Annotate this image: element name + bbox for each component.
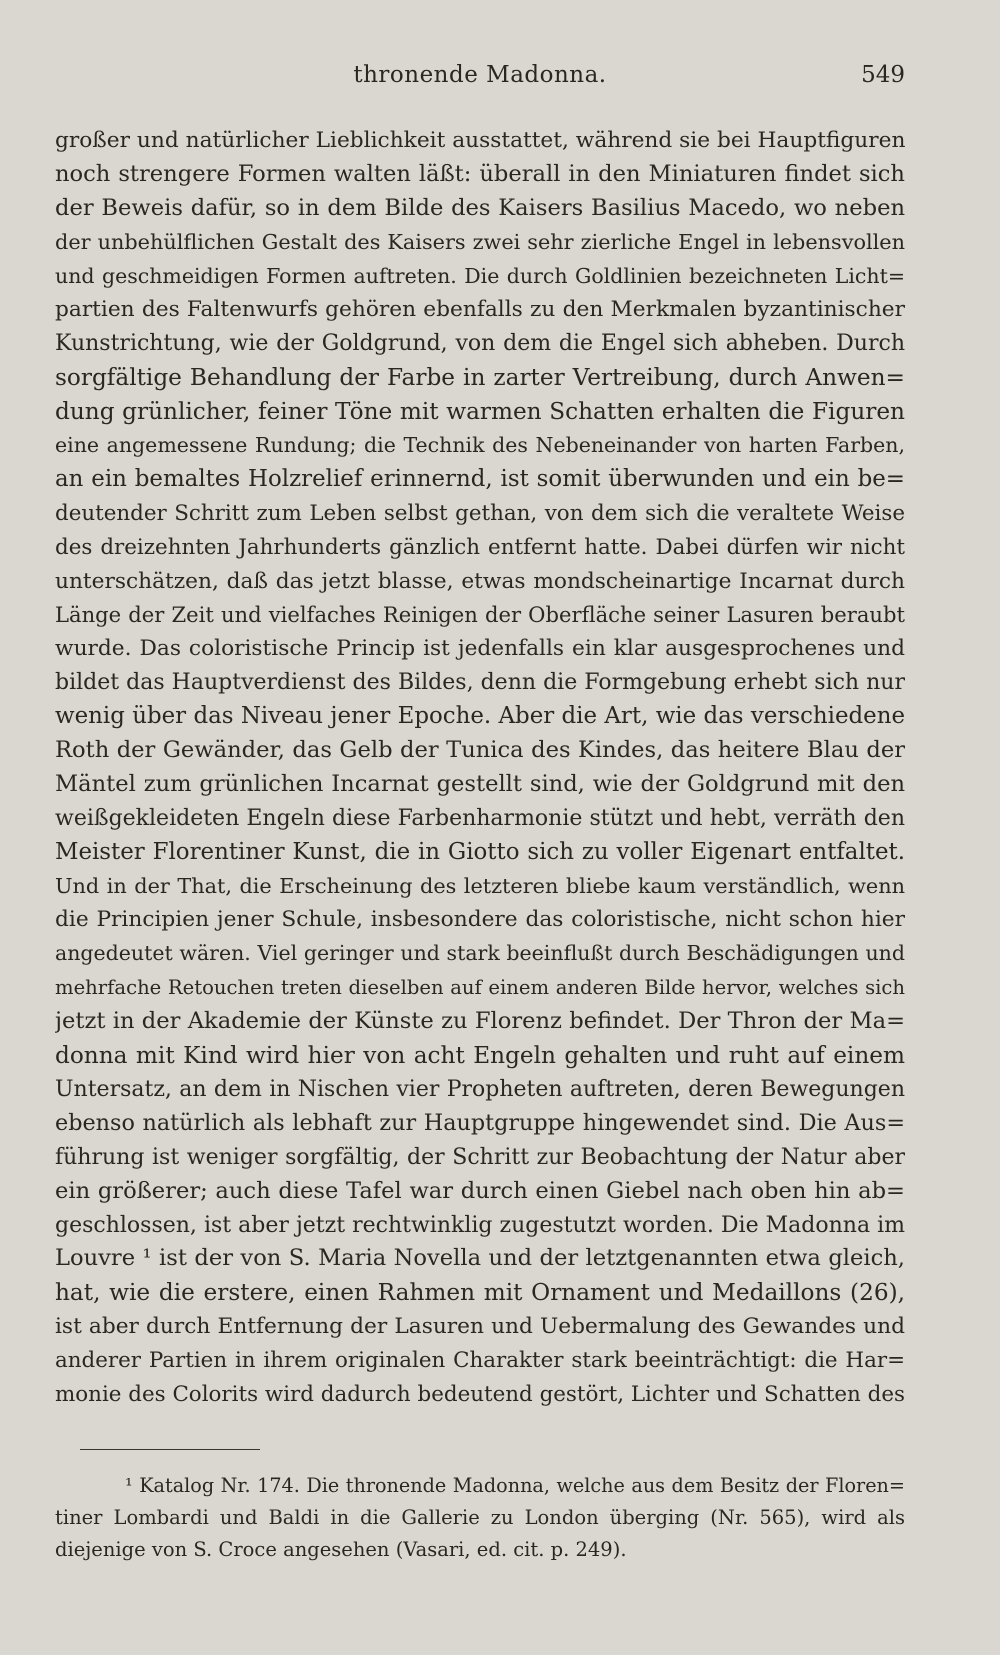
text-line: führung ist weniger sorgfältig, der Schritt zur Beobachtung der Natur aber: [55, 1144, 905, 1170]
body-text: [55, 124, 905, 1412]
text-line: geschlossen, ist aber jetzt rechtwinklig zugestutzt worden. Die Madonna im: [55, 1212, 905, 1238]
text-line: wenig über das Niveau jener Epoche. Aber die Art, wie das verschiedene: [55, 703, 905, 730]
footnote: [55, 1470, 905, 1566]
text-line: weißgekleideten Engeln diese Farbenharmonie stützt und hebt, verräth den: [55, 805, 905, 831]
text-line: noch strengere Formen walten läßt: überall in den Miniaturen findet sich: [55, 160, 905, 187]
text-line: der unbehülflichen Gestalt des Kaisers zwei sehr zierliche Engel in lebensvollen: [55, 229, 905, 254]
footnote-line: diejenige von S. Croce angesehen (Vasari, ed. cit. p. 249).: [55, 1538, 627, 1561]
text-line: hat, wie die erstere, einen Rahmen mit Ornament und Medaillons (26),: [55, 1279, 905, 1307]
text-line: Mäntel zum grünlichen Incarnat gestellt sind, wie der Goldgrund mit den: [55, 770, 905, 797]
page-header: [55, 62, 905, 98]
text-line: anderer Partien in ihrem originalen Charakter stark beeinträchtigt: die Har=: [55, 1348, 905, 1374]
text-line: Kunstrichtung, wie der Goldgrund, von dem die Engel sich abheben. Durch: [55, 331, 905, 357]
text-line: die Principien jener Schule, insbesondere das coloristische, nicht schon hier: [55, 907, 905, 933]
text-line: eine angemessene Rundung; die Technik des Nebeneinander von harten Farben,: [55, 433, 905, 458]
text-line: angedeutet wären. Viel geringer und stark beeinflußt durch Beschädigungen und: [55, 941, 905, 966]
text-line: dung grünlicher, feiner Töne mit warmen Schatten erhalten die Figuren: [55, 398, 905, 426]
text-line: jetzt in der Akademie der Künste zu Florenz befindet. Der Thron der Ma=: [55, 1008, 905, 1035]
text-line: deutender Schritt zum Leben selbst gethan, von dem sich die veraltete Weise: [55, 500, 905, 526]
text-line: des dreizehnten Jahrhunderts gänzlich entfernt hatte. Dabei dürfen wir nicht: [55, 534, 905, 560]
text-line: der Beweis dafür, so in dem Bilde des Kaisers Basilius Macedo, wo neben: [55, 194, 905, 221]
text-line: partien des Faltenwurfs gehören ebenfalls zu den Merkmalen byzantinischer: [55, 297, 905, 323]
text-line: großer und natürlicher Lieblichkeit ausstattet, während sie bei Hauptfiguren: [55, 128, 905, 153]
text-line: Und in der That, die Erscheinung des letzteren bliebe kaum verständlich, wenn: [55, 873, 905, 898]
text-line: ein größerer; auch diese Tafel war durch einen Giebel nach oben hin ab=: [55, 1177, 905, 1204]
footnote-divider: [80, 1449, 260, 1450]
text-line: Louvre ¹ ist der von S. Maria Novella und der letztgenannten etwa gleich,: [55, 1245, 905, 1272]
text-line: unterschätzen, daß das jetzt blasse, etwas mondscheinartige Incarnat durch: [55, 568, 905, 594]
text-line: ist aber durch Entfernung der Lasuren und Uebermalung des Gewandes und: [55, 1314, 905, 1340]
running-title: thronende Madonna.: [353, 62, 607, 88]
footnote-line: tiner Lombardi und Baldi in die Gallerie zu London überging (Nr. 565), wird als: [55, 1506, 905, 1529]
text-line: an ein bemaltes Holzrelief erinnernd, ist somit überwunden und ein be=: [55, 465, 905, 492]
text-line: Roth der Gewänder, das Gelb der Tunica des Kindes, das heitere Blau der: [55, 737, 905, 764]
text-line: wurde. Das coloristische Princip ist jedenfalls ein klar ausgesprochenes und: [55, 636, 905, 662]
text-line: ebenso natürlich als lebhaft zur Hauptgruppe hingewendet sind. Die Aus=: [55, 1109, 905, 1136]
page-number: 549: [861, 62, 905, 88]
text-line: und geschmeidigen Formen auftreten. Die durch Goldlinien bezeichneten Licht=: [55, 263, 905, 288]
text-line: bildet das Hauptverdienst des Bildes, denn die Formgebung erhebt sich nur: [55, 670, 905, 696]
footnote-line: ¹ Katalog Nr. 174. Die thronende Madonna, welche aus dem Besitz der Floren=: [125, 1474, 905, 1497]
text-line: mehrfache Retouchen treten dieselben auf einem anderen Bilde hervor, welches sich: [55, 976, 905, 1000]
text-line: Untersatz, an dem in Nischen vier Propheten auftreten, deren Bewegungen: [55, 1076, 905, 1102]
text-line: Länge der Zeit und vielfaches Reinigen der Oberfläche seiner Lasuren beraubt: [55, 602, 905, 628]
text-line: Meister Florentiner Kunst, die in Giotto sich zu voller Eigenart entfaltet.: [55, 838, 905, 865]
text-line: sorgfältige Behandlung der Farbe in zarter Vertreibung, durch Anwen=: [55, 364, 905, 392]
text-line: donna mit Kind wird hier von acht Engeln gehalten und ruht auf einem: [55, 1042, 905, 1070]
text-line: monie des Colorits wird dadurch bedeutend gestört, Lichter und Schatten des: [55, 1381, 905, 1407]
